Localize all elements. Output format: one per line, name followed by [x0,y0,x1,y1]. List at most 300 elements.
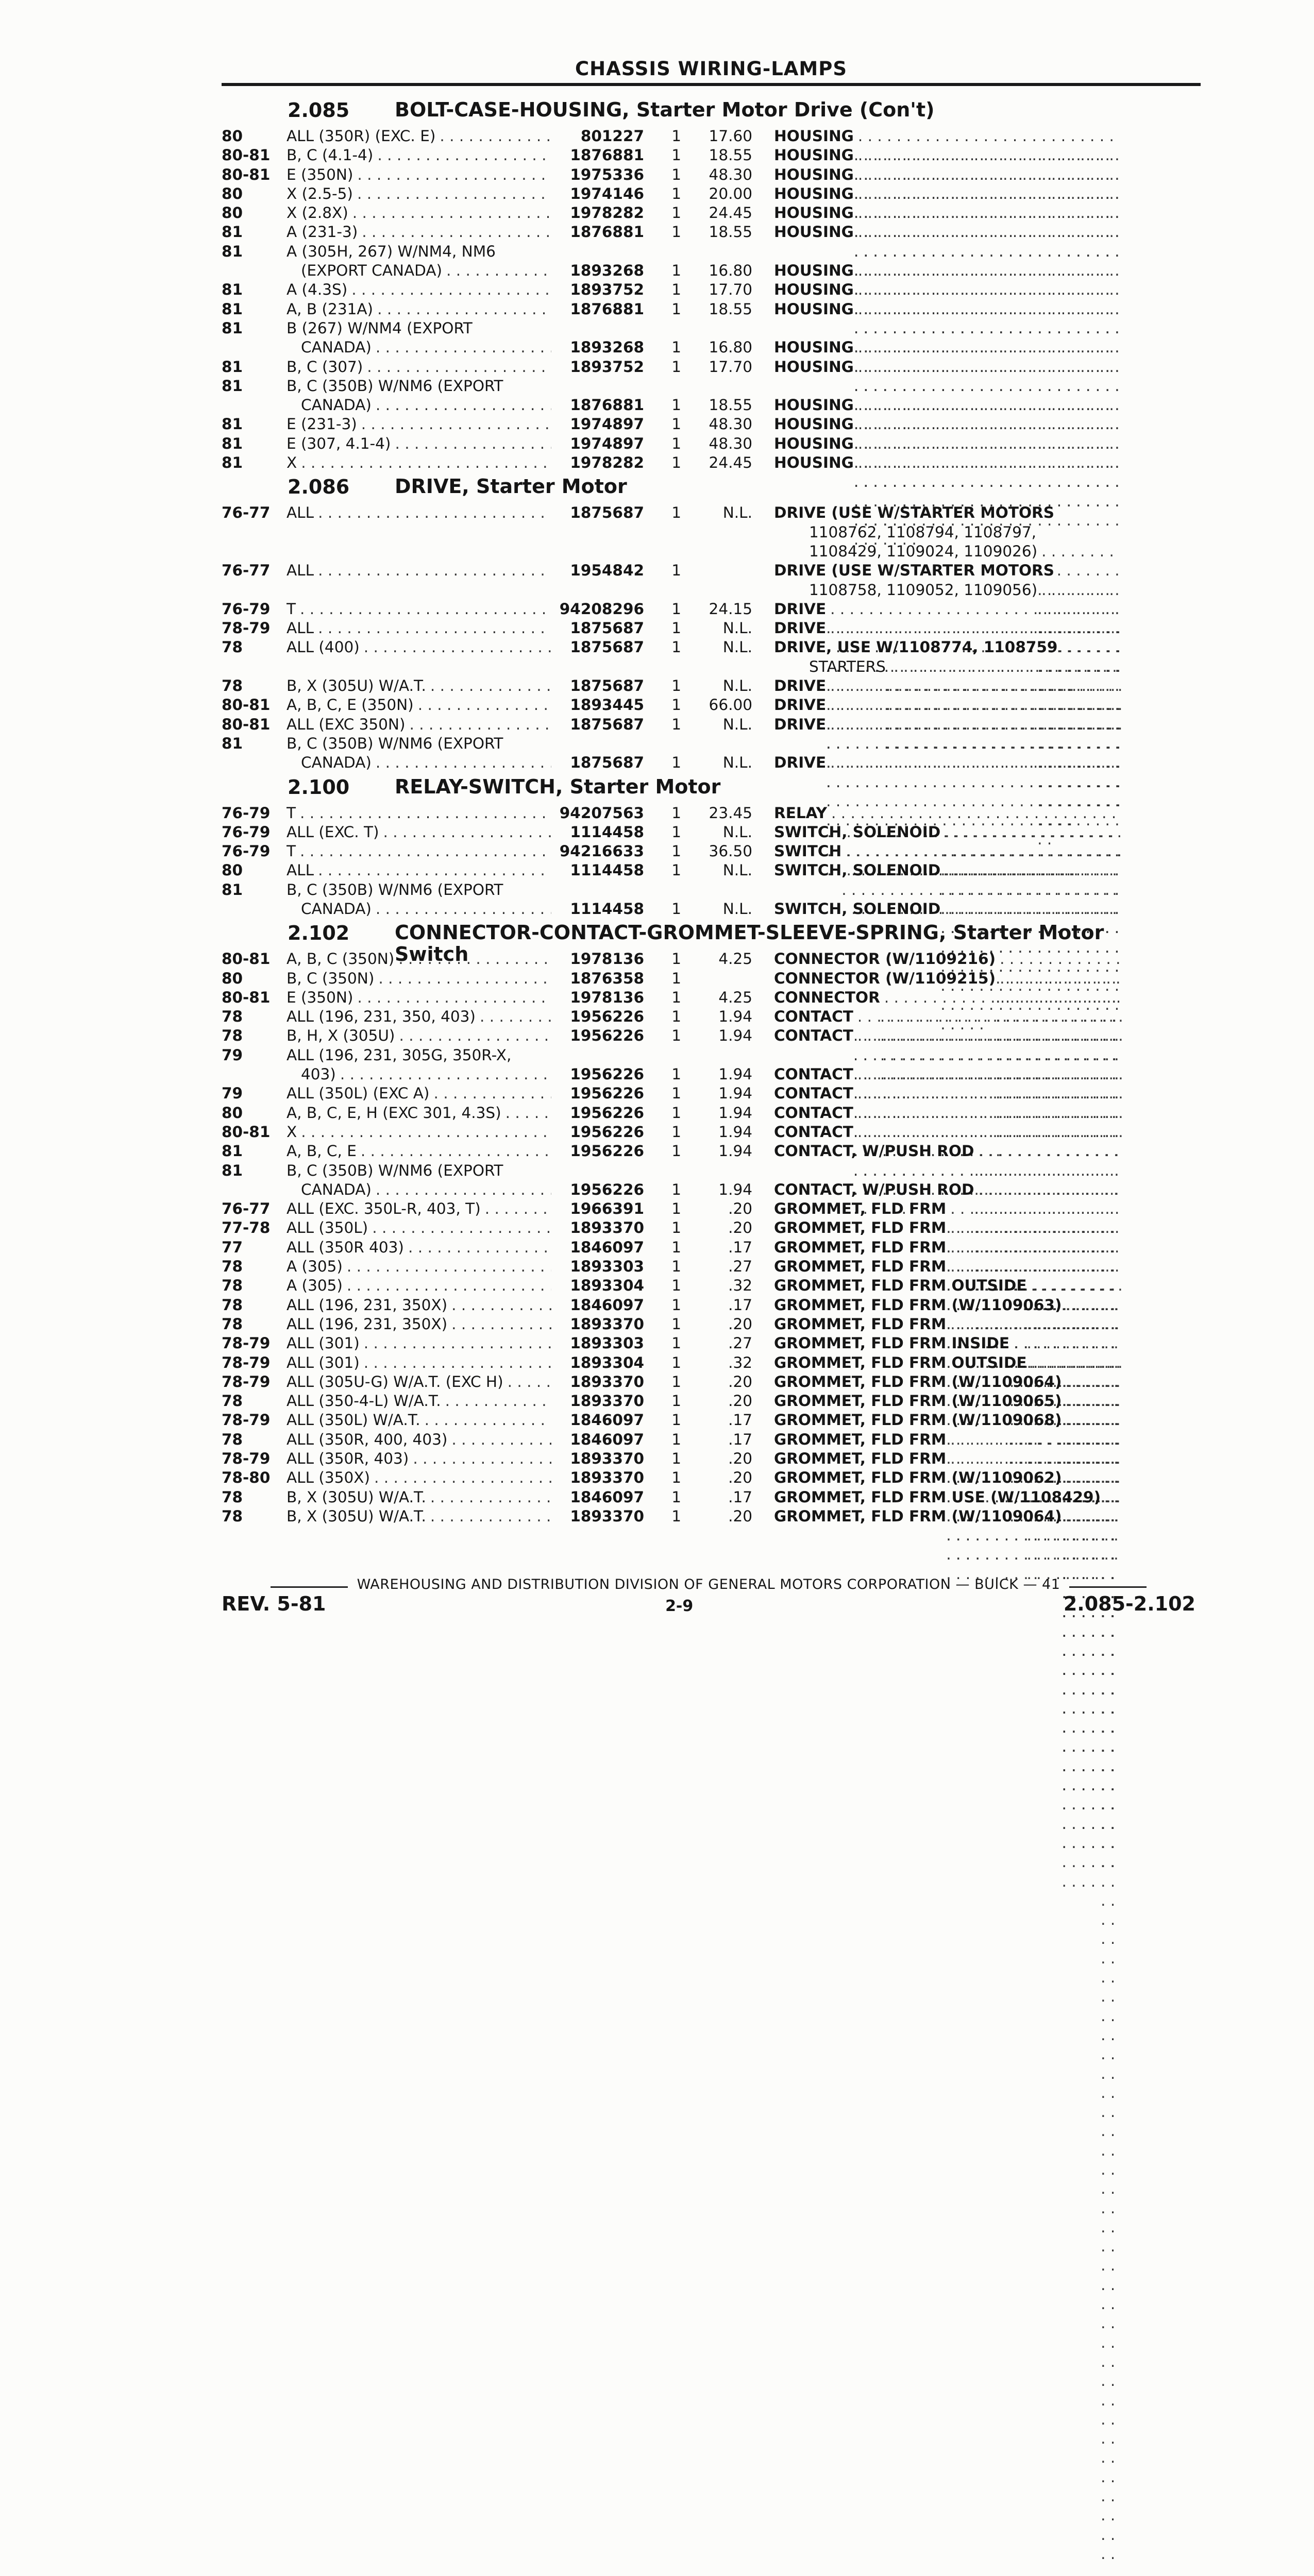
model-year: 78 [222,1296,243,1314]
application-line-text: A (305) [287,1277,343,1295]
application-line [287,880,551,900]
description-line-text: DRIVE [774,715,827,733]
application [283,638,551,657]
dot-leader [357,415,551,434]
table-row [222,1488,1206,1507]
dot-leader [414,696,551,715]
dot-leader [501,1104,551,1123]
section-title-main: RELAY-SWITCH, [395,775,563,798]
description-line-text: GROMMET, FLD FRM [774,1219,947,1237]
price: N.L. [722,900,752,918]
table-row [222,842,1206,861]
part-number: 1876358 [570,969,644,987]
application [283,1430,551,1449]
price: .20 [728,1507,752,1525]
application-line-text: ALL (EXC 350N) [287,715,406,733]
application-line [287,1315,551,1334]
application-line-text: ALL [287,861,314,879]
part-number: 94216633 [559,842,644,860]
application [283,861,551,880]
price: 48.30 [709,434,752,452]
section-number: 2.100 [288,775,350,799]
description-line-text: GROMMET, FLD FRM [774,1430,947,1448]
price: 20.00 [709,184,752,202]
quantity: 1 [671,1238,681,1256]
model-year: 81 [222,319,243,337]
price: .20 [728,1200,752,1218]
description-line-text: GROMMET, FLD FRM [774,1258,947,1276]
application [283,1046,551,1084]
application-line [287,969,551,988]
dot-leader [360,1353,551,1372]
price: N.L. [722,638,752,656]
dot-leader [314,561,551,580]
part-number: 1893752 [570,358,644,376]
description-line-text: SWITCH, SOLENOID [774,900,941,918]
description-line-text: GROMMET, FLD FRM [774,1450,947,1467]
application [283,600,551,619]
description-line-text: HOUSING [774,396,854,414]
price: 17.70 [709,358,752,376]
description-line-text: GROMMET, FLD FRM [774,1200,947,1218]
application-line [287,1430,551,1449]
part-number: 1956226 [570,1104,644,1122]
part-number: 1893370 [570,1507,644,1525]
application [283,300,551,319]
dot-leader [409,1449,551,1468]
application-line [287,1161,551,1180]
part-number: 1893303 [570,1334,644,1352]
application-line [287,415,551,434]
table-row [222,165,1206,184]
dot-leader [503,1372,551,1392]
application [283,1353,551,1372]
application-line-text: T [287,600,296,618]
application-line [287,1180,551,1199]
application-line [287,619,551,638]
description-line-text: SWITCH, SOLENOID [774,861,941,879]
application-line [287,1372,551,1392]
application-line [287,434,551,453]
application [283,1161,551,1200]
application [283,204,551,223]
dot-leader [343,1257,551,1276]
page-title: CHASSIS WIRING-LAMPS [575,58,847,80]
section-number: 2.086 [288,476,350,499]
description-line-text: DRIVE [774,600,827,618]
application-line-text: E (350N) [287,988,353,1006]
description-line-text: GROMMET, FLD FRM OUTSIDE [774,1353,1027,1371]
description-line-text: HOUSING [774,184,854,202]
table-row [222,1315,1206,1334]
quantity: 1 [671,900,681,918]
application [283,1218,551,1238]
application [283,1468,551,1487]
application-line-text: A (305) [287,1258,343,1276]
application-line [287,146,551,165]
quantity: 1 [671,638,681,656]
footer-division-text: WAREHOUSING AND DISTRIBUTION DIVISION OF GENERAL MOTORS CORPORATION — BUICK — 41 [222,1577,1195,1592]
quantity: 1 [671,754,681,772]
part-number: 1875687 [570,504,644,522]
application-line-text: A, B, C, E [287,1142,357,1160]
table-row [222,280,1206,299]
table-row [222,223,1206,242]
quantity: 1 [671,1353,681,1371]
part-number: 1893370 [570,1469,644,1487]
model-year: 81 [222,734,243,752]
section-title-sub: Starter Motor [476,475,627,498]
application-line-text: T [287,842,296,860]
quantity: 1 [671,1411,681,1429]
description-line-text: CONTACT [774,1104,853,1122]
application-line [287,988,551,1007]
price: 18.55 [709,223,752,241]
table-row [222,204,1206,223]
section-title-main: CONNECTOR-CONTACT-GROMMET-SLEEVE-SPRING, [395,921,947,944]
description-line-text: HOUSING [774,223,854,241]
table-row [222,1353,1206,1372]
part-number: 1114458 [570,861,644,879]
table-row [222,1026,1206,1045]
description-line-text: HOUSING [774,434,854,452]
quantity: 1 [671,1507,681,1525]
application-line-text: B, H, X (305U) [287,1027,395,1045]
application-line [287,900,551,919]
part-number: 1978282 [570,454,644,472]
dot-leader [429,1084,551,1103]
table-row [222,1468,1206,1487]
description-line-text: DRIVE, USE W/1108774, 1108759 [774,638,1058,656]
application-line-text: B, C (350B) W/NM6 (EXPORT [287,880,503,899]
part-number: 1956226 [570,1008,644,1026]
model-year: 78 [222,677,243,695]
application-line-text: 403) [301,1065,336,1083]
application-line-text: E (350N) [287,165,353,183]
application-line-text: ALL (EXC. T) [287,823,379,841]
application-line-text: B, C (307) [287,358,363,376]
application-line-text: ALL (EXC. 350L-R, 403, T) [287,1200,481,1218]
model-year: 78 [222,1027,243,1045]
model-year: 78-79 [222,1334,271,1352]
model-year: 79 [222,1084,243,1103]
application-line-text: ALL (305U-G) W/A.T. (EXC H) [287,1372,503,1391]
description-line-text: GROMMET, FLD FRM (W/1109065) [774,1392,1062,1410]
quantity: 1 [671,696,681,714]
application [283,561,551,580]
price: .20 [728,1315,752,1333]
application-line-text: A (4.3S) [287,281,348,299]
application-line [287,1257,551,1276]
application-line-text: ALL (301) [287,1334,360,1352]
application [283,696,551,715]
price: .32 [728,1277,752,1295]
model-year: 78-79 [222,619,271,637]
description-line-text: RELAY [774,804,828,822]
description-line-text: HOUSING [774,165,854,183]
model-year: 80-81 [222,146,271,164]
application-line [287,600,551,619]
application-line-text: ALL (196, 231, 350, 403) [287,1008,476,1026]
description-line-text: HOUSING [774,281,854,299]
application-line [287,1296,551,1315]
quantity: 1 [671,338,681,357]
price: 24.45 [709,204,752,222]
description-line-text: DRIVE [774,677,827,695]
description-line-text: HOUSING [774,127,854,145]
application [283,223,551,242]
quantity: 1 [671,454,681,472]
quantity: 1 [671,1219,681,1237]
table-row [222,1372,1206,1392]
application-line-text: ALL (350R, 403) [287,1450,409,1467]
part-number: 1954842 [570,562,644,580]
model-year: 76-77 [222,562,271,580]
model-year: 78-79 [222,1450,271,1467]
dot-leader [481,1199,551,1218]
dot-leader [372,1180,551,1199]
dot-leader [296,600,551,619]
dot-leader [404,1238,551,1257]
model-year: 79 [222,1046,243,1064]
description-line-text: 1108758, 1109052, 1109056) [809,581,1038,599]
description-line-text: GROMMET, FLD FRM OUTSIDE [774,1277,1027,1295]
application-line [287,1123,551,1142]
description-line-text: 1108429, 1109024, 1109026) [809,542,1038,560]
quantity: 1 [671,1142,681,1160]
dot-leader [296,804,551,823]
dot-leader [353,988,551,1007]
description-line-text: GROMMET, FLD FRM INSIDE [774,1334,1009,1352]
quantity: 1 [671,715,681,733]
dot-leader [379,823,551,842]
part-number: 1974897 [570,415,644,433]
part-number: 1893370 [570,1219,644,1237]
section-title-main: BOLT-CASE-HOUSING, [395,98,630,121]
price: 1.94 [718,1104,752,1122]
application-line [287,377,551,396]
quantity: 1 [671,619,681,637]
price: N.L. [722,504,752,522]
quantity: 1 [671,1200,681,1218]
model-year: 80 [222,1104,243,1122]
table-row [222,676,1206,696]
quantity: 1 [671,504,681,522]
quantity: 1 [671,146,681,164]
dot-leader [420,1411,551,1430]
header-rule [222,83,1201,86]
application-line [287,1468,551,1487]
price: 4.25 [718,950,752,968]
model-year: 76-79 [222,823,271,841]
quantity: 1 [671,1392,681,1410]
application-line-text: ALL (196, 231, 350X) [287,1315,448,1333]
application-line-text: B, C (4.1-4) [287,146,374,164]
price: .17 [728,1411,752,1429]
table-row [222,619,1206,638]
application-line [287,1007,551,1026]
application [283,358,551,377]
part-number: 1875687 [570,638,644,656]
part-number: 1875687 [570,715,644,733]
description-line-text: GROMMET, FLD FRM (W/1109064) [774,1372,1062,1391]
dot-leader [297,453,551,472]
application-line-text: ALL (350R, 400, 403) [287,1430,448,1448]
description-line-text: HOUSING [774,454,854,472]
part-number: 1956226 [570,1065,644,1083]
application-line [287,715,551,734]
table-row [222,1392,1206,1411]
application [283,1084,551,1103]
application-line [287,358,551,377]
application [283,1507,551,1526]
dot-leader [347,280,551,299]
application [283,619,551,638]
dot-leader [314,861,551,880]
quantity: 1 [671,1065,681,1083]
application [283,1123,551,1142]
dot-leader [296,842,551,861]
part-number: 1893268 [570,338,644,357]
dot-leader [353,184,551,204]
page-number: 2-9 [665,1597,694,1615]
dot-leader [373,146,551,165]
application-line [287,1334,551,1353]
table-row [222,823,1206,842]
application [283,242,551,281]
application-line [287,950,551,969]
description-line-text: GROMMET, FLD FRM [774,1315,947,1333]
table-row [222,715,1206,734]
quantity: 1 [671,1334,681,1352]
part-number: 1846097 [570,1411,644,1429]
description-line [774,638,1123,657]
part-number: 1978282 [570,204,644,222]
part-number: 1846097 [570,1430,644,1448]
application-line [287,453,551,472]
application [283,1411,551,1430]
section-title [395,776,1178,798]
application-line [287,1392,551,1411]
description-line-text: HOUSING [774,300,854,318]
description-line-text: SWITCH [774,842,842,860]
part-number: 1974146 [570,184,644,202]
application-line-text: B (267) W/NM4 (EXPORT [287,319,473,337]
dot-leader [353,165,551,184]
description-line-text: HOUSING [774,146,854,164]
price: 1.94 [718,1180,752,1198]
price: .17 [728,1488,752,1506]
quantity: 1 [671,842,681,860]
quantity: 1 [671,988,681,1006]
model-year: 80-81 [222,950,271,968]
price: 66.00 [709,696,752,714]
application-line-text: B, X (305U) W/A.T. [287,1507,426,1525]
dot-leader [348,204,551,223]
table-row [222,1007,1206,1026]
application-line-text: A, B (231A) [287,300,374,318]
description-line-text: CONNECTOR [774,988,880,1006]
model-year: 78-79 [222,1372,271,1391]
page-footer [222,1577,1195,1615]
application-line [287,1065,551,1084]
application-line [287,1507,551,1526]
application-line [287,280,551,299]
quantity: 1 [671,1315,681,1333]
application-line [287,1199,551,1218]
model-year: 80-81 [222,1123,271,1141]
application-line-text: ALL (400) [287,638,360,656]
dot-leader [395,1026,551,1045]
application-line-text: ALL (350R 403) [287,1238,404,1256]
table-row [222,1104,1206,1123]
dot-leader [426,1507,551,1526]
dot-leader [363,358,551,377]
model-year: 78-79 [222,1353,271,1371]
application-line-text: ALL [287,562,314,580]
quantity: 1 [671,969,681,987]
description-line-text: CONTACT [774,1027,853,1045]
section-title [395,476,1178,497]
application-line-text: (EXPORT CANADA) [301,262,443,280]
dot-leader [373,300,551,319]
application-line [287,503,551,522]
part-number: 1875687 [570,754,644,772]
model-year: 78 [222,1488,243,1506]
page-header [222,58,1201,86]
application-line-text: CANADA) [301,338,372,357]
table-row [222,415,1206,434]
application-line-text: A, B, C, E, H (EXC 301, 4.3S) [287,1104,501,1122]
price: .32 [728,1353,752,1371]
dot-leader [406,715,552,734]
application [283,1392,551,1411]
price: .17 [728,1296,752,1314]
application [283,1104,551,1123]
table-row [222,453,1206,472]
model-year: 78 [222,1315,243,1333]
quantity: 1 [671,1123,681,1141]
model-year: 76-77 [222,1200,271,1218]
part-number: 94208296 [559,600,644,618]
application-line [287,300,551,319]
part-number: 1956226 [570,1084,644,1103]
dot-leader [391,434,551,453]
price: 4.25 [718,988,752,1006]
application-line [287,261,551,280]
application-line-text: X (2.8X) [287,204,348,222]
price: .20 [728,1219,752,1237]
description-line-text: HOUSING [774,338,854,357]
model-year: 80-81 [222,988,271,1006]
model-year: 81 [222,434,243,452]
application-line [287,1276,551,1295]
description-line [774,523,1123,542]
dot-leader [372,338,551,357]
quantity: 1 [671,300,681,318]
application-line [287,223,551,242]
table-row [222,146,1206,165]
description-line-text: 1108762, 1108794, 1108797, [809,523,1037,541]
application [283,804,551,823]
price: N.L. [722,861,752,879]
table-row [222,988,1206,1007]
quantity: 1 [671,281,681,299]
description-line-text: DRIVE (USE W/STARTER MOTORS [774,504,1055,522]
part-number: 1876881 [570,396,644,414]
application [283,1199,551,1218]
section-title-sub: Starter Motor Drive (Con't) [636,98,935,121]
